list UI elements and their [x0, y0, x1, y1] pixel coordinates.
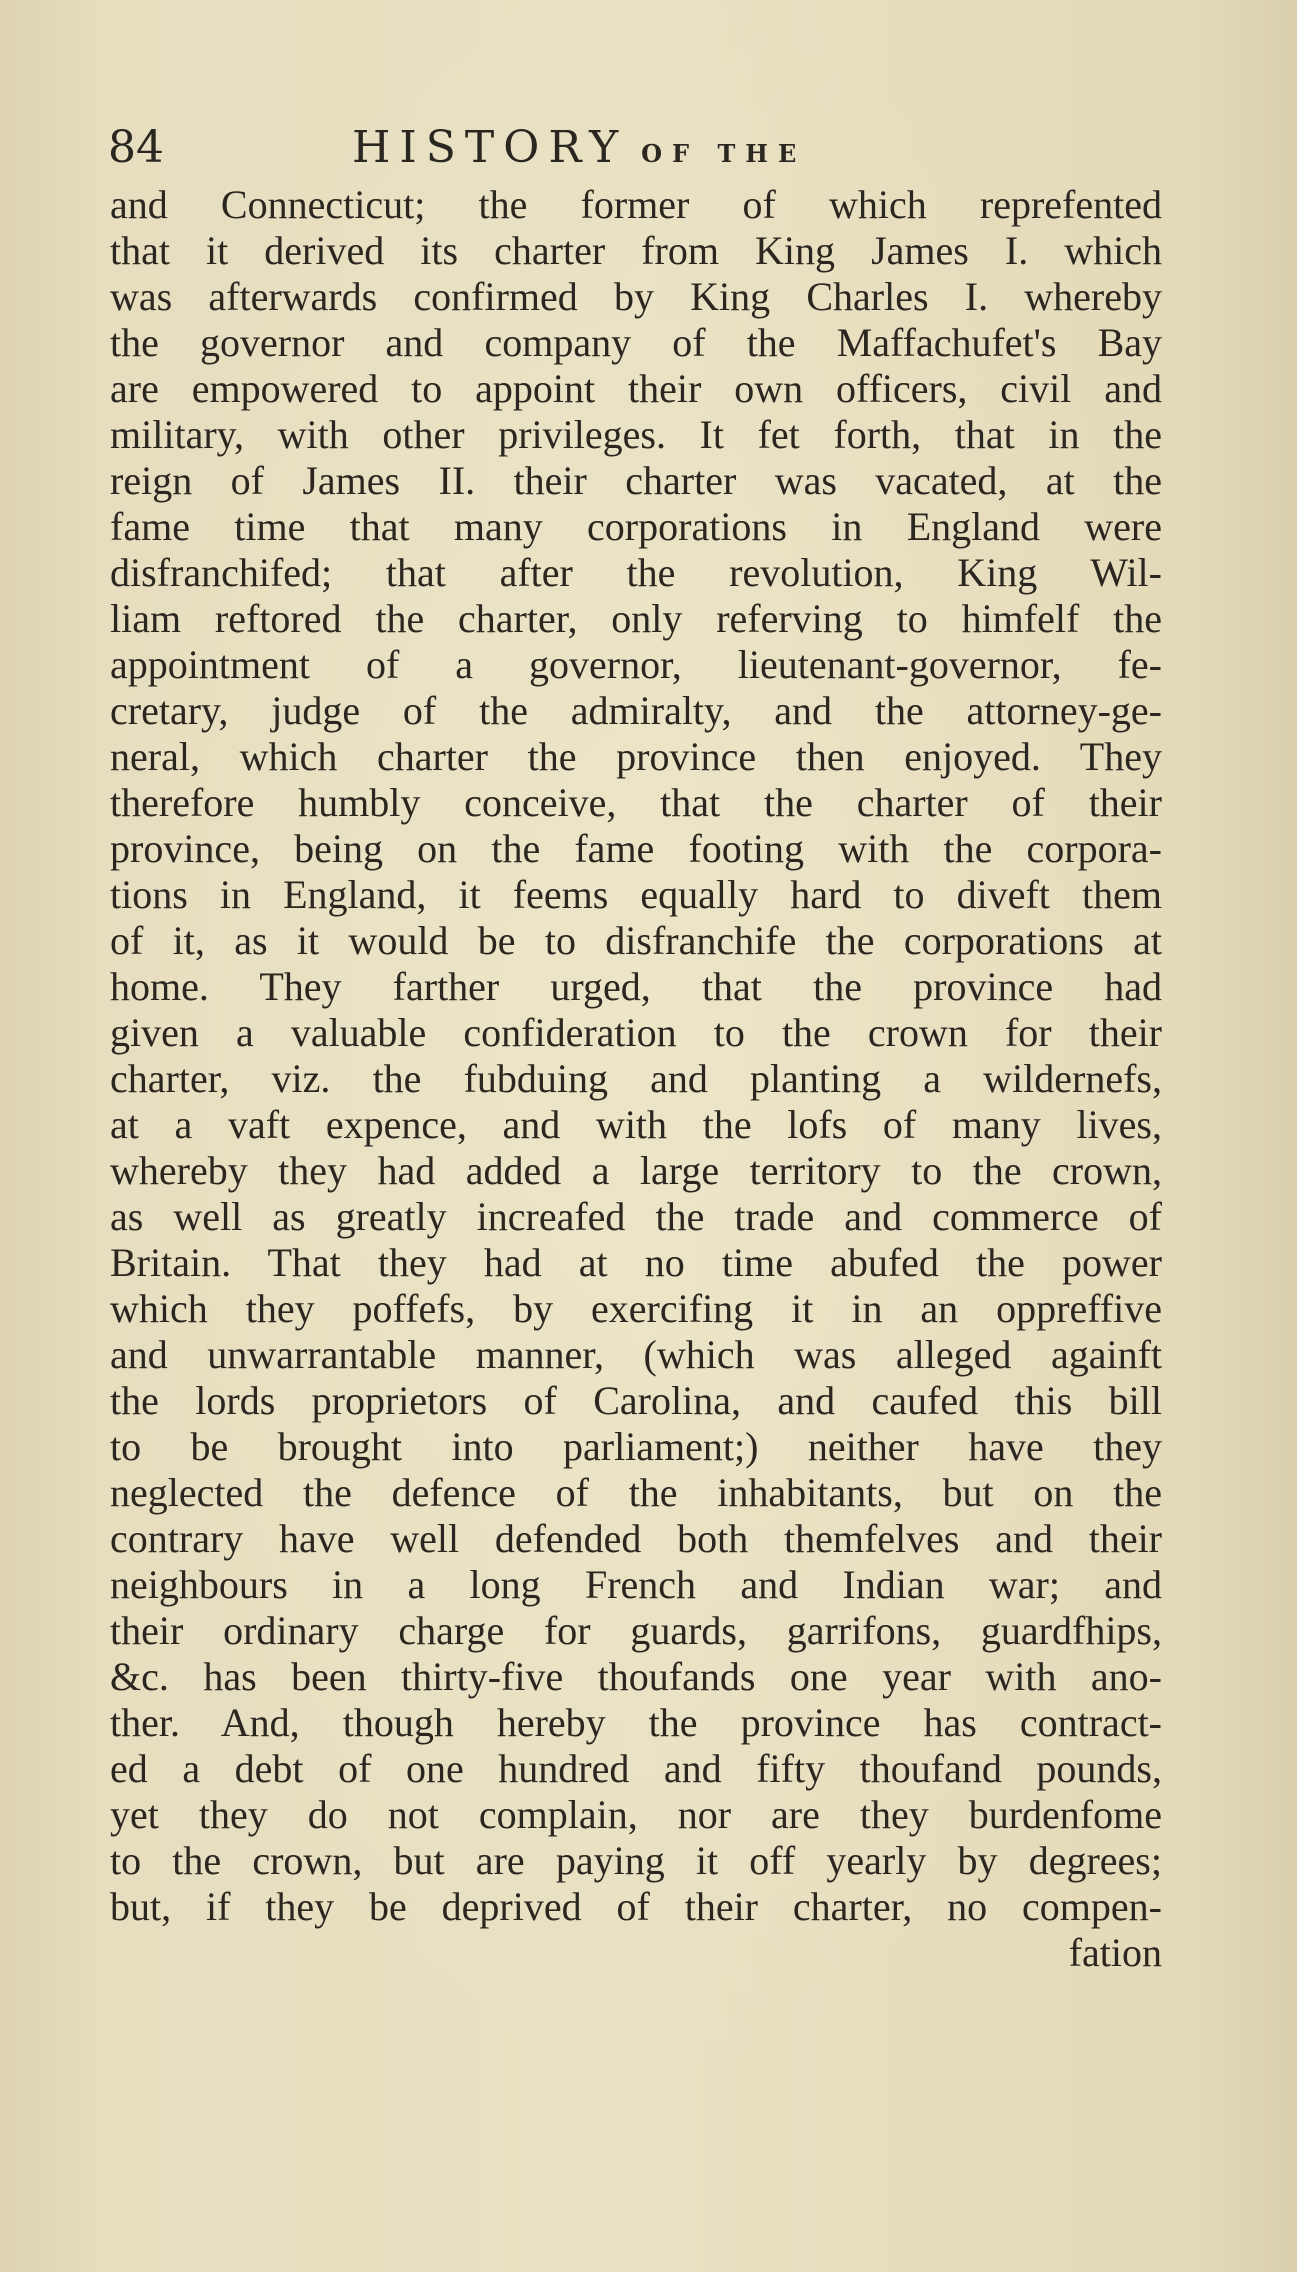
text-line: therefore humbly conceive, that the charter of their — [110, 780, 1162, 825]
text-line: which they poffefs, by exercifing it in an oppreffive — [110, 1286, 1162, 1331]
text-line: of it, as it would be to disfranchife the corporations at — [110, 918, 1162, 963]
text-line: fame time that many corporations in England were — [110, 504, 1162, 549]
body-text — [110, 182, 1162, 1976]
text-line: given a valuable confideration to the crown for their — [110, 1010, 1162, 1055]
text-line: ed a debt of one hundred and fifty thoufand pounds, — [110, 1746, 1162, 1791]
text-line: was afterwards confirmed by King Charles I. whereby — [110, 274, 1162, 319]
text-line: military, with other privileges. It fet forth, that in the — [110, 412, 1162, 457]
text-line: contrary have well defended both themfelves and their — [110, 1516, 1162, 1561]
text-line: whereby they had added a large territory to the crown, — [110, 1148, 1162, 1193]
text-line: the governor and company of the Maffachufet's Bay — [110, 320, 1162, 365]
running-title-suffix: OF THE — [641, 139, 807, 168]
page-number: 84 — [108, 122, 164, 173]
text-line: disfranchifed; that after the revolution, King Wil- — [110, 550, 1162, 595]
text-line: the lords proprietors of Carolina, and caufed this bill — [110, 1378, 1162, 1423]
text-line: yet they do not complain, nor are they burdenfome — [110, 1792, 1162, 1837]
text-line: at a vaft expence, and with the lofs of many lives, — [110, 1102, 1162, 1147]
text-line: neglected the defence of the inhabitants, but on the — [110, 1470, 1162, 1515]
text-line: ther. And, though hereby the province has contract- — [110, 1700, 1162, 1745]
catchword: fation — [1068, 1930, 1162, 1975]
text-line: cretary, judge of the admiralty, and the attorney-ge- — [110, 688, 1162, 733]
text-line: but, if they be deprived of their charter, no compen- — [110, 1884, 1162, 1929]
text-line: neighbours in a long French and Indian war; and — [110, 1562, 1162, 1607]
text-line: Britain. That they had at no time abufed the power — [110, 1240, 1162, 1285]
text-line: charter, viz. the fubduing and planting a wildernefs, — [110, 1056, 1162, 1101]
text-line: and Connecticut; the former of which reprefented — [110, 182, 1162, 227]
text-line: appointment of a governor, lieutenant-governor, fe- — [110, 642, 1162, 687]
text-line: to be brought into parliament;) neither have they — [110, 1424, 1162, 1469]
text-line: reign of James II. their charter was vacated, at the — [110, 458, 1162, 503]
text-line: province, being on the fame footing with the corpora- — [110, 826, 1162, 871]
text-line: and unwarrantable manner, (which was alleged againft — [110, 1332, 1162, 1377]
text-line: that it derived its charter from King James I. which — [110, 228, 1162, 273]
running-title-main: HISTORY — [352, 122, 628, 173]
text-line: liam reftored the charter, only referving to himfelf the — [110, 596, 1162, 641]
text-line: are empowered to appoint their own officers, civil and — [110, 366, 1162, 411]
text-line: to the crown, but are paying it off yearly by degrees; — [110, 1838, 1162, 1883]
text-line: their ordinary charge for guards, garrifons, guardfhips, — [110, 1608, 1162, 1653]
text-line: home. They farther urged, that the province had — [110, 964, 1162, 1009]
text-line: tions in England, it feems equally hard to diveft them — [110, 872, 1162, 917]
running-title — [352, 122, 806, 183]
text-line: &c. has been thirty-five thoufands one year with ano- — [110, 1654, 1162, 1699]
text-line: neral, which charter the province then enjoyed. They — [110, 734, 1162, 779]
text-line: as well as greatly increafed the trade and commerce of — [110, 1194, 1162, 1239]
page-header — [108, 118, 1168, 178]
